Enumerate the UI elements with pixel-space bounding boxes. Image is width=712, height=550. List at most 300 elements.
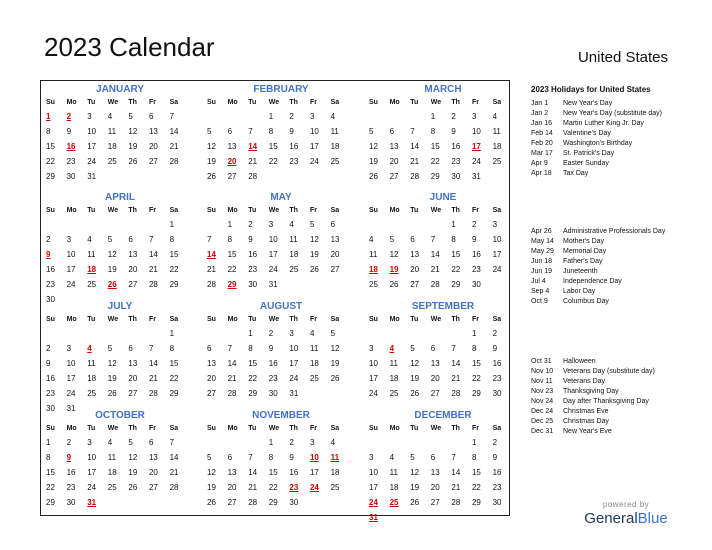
weekday-header: Sa [169, 99, 179, 106]
weekday-header: Mo [389, 316, 400, 323]
day-cell: 3 [66, 344, 72, 353]
day-cell: 24 [492, 265, 502, 274]
day-cell: 16 [471, 250, 481, 259]
empty-day-cell [149, 217, 170, 232]
day-cell: 13 [330, 235, 340, 244]
page-title: 2023 Calendar [44, 32, 215, 62]
day-cell: 11 [389, 468, 398, 477]
empty-day-cell [410, 326, 431, 341]
day-cell: 19 [410, 374, 420, 383]
day-cell: 26 [128, 157, 138, 166]
day-cell: 4 [87, 235, 92, 244]
day-cell: 20 [330, 250, 340, 259]
month-days-grid [369, 97, 517, 184]
day-cell: 27 [128, 389, 138, 398]
month-days-grid [46, 205, 194, 307]
holiday-name: Thanksgiving Day [563, 388, 619, 395]
day-cell: 30 [66, 172, 76, 181]
weekday-header: Th [451, 316, 460, 323]
empty-day-cell [369, 435, 390, 450]
holiday-date: May 29 [531, 248, 554, 255]
day-cell: 25 [369, 280, 378, 289]
holiday-day-cell: 16 [66, 142, 76, 151]
weekday-header: Su [46, 425, 55, 432]
month-name: JULY [107, 301, 133, 312]
day-cell: 20 [430, 374, 440, 383]
weekday-header: Fr [148, 99, 156, 106]
weekday-header: Mo [66, 425, 77, 432]
day-cell: 5 [369, 127, 374, 136]
month-march [369, 83, 517, 184]
holiday-day-cell: 14 [248, 142, 258, 151]
day-cell: 1 [268, 438, 274, 447]
weekday-header: Fr [309, 316, 317, 323]
day-cell: 22 [430, 157, 440, 166]
day-cell: 2 [66, 438, 72, 447]
day-cell: 8 [169, 235, 175, 244]
day-cell: 12 [128, 453, 138, 462]
month-name: OCTOBER [95, 410, 145, 421]
holiday-date: Apr 9 [531, 160, 548, 167]
holiday-date: Jan 1 [531, 100, 549, 107]
empty-day-cell [410, 435, 431, 450]
holiday-date: Dec 25 [531, 418, 554, 425]
day-cell: 23 [268, 374, 278, 383]
month-days-grid [369, 314, 517, 401]
day-cell: 21 [248, 483, 258, 492]
month-days-grid [207, 314, 355, 401]
empty-day-cell [369, 217, 390, 232]
month-name: JUNE [429, 192, 457, 203]
day-cell: 8 [268, 127, 274, 136]
day-cell: 29 [169, 280, 179, 289]
holiday-date: Nov 10 [531, 368, 554, 375]
holiday-list-item [531, 277, 701, 286]
day-cell: 13 [207, 359, 216, 368]
holiday-list-item [531, 267, 701, 276]
day-cell: 6 [227, 127, 233, 136]
day-cell: 9 [451, 127, 456, 136]
holiday-name: Washington's Birthday [563, 140, 633, 147]
day-cell: 1 [169, 329, 175, 338]
holiday-name: Mother's Day [563, 238, 605, 245]
weekday-header: Tu [410, 207, 419, 214]
holiday-list-item [531, 159, 701, 168]
holiday-date: Apr 18 [531, 170, 552, 177]
weekday-header: Su [369, 425, 378, 432]
day-cell: 30 [46, 404, 55, 413]
weekday-header: Su [369, 99, 378, 106]
day-cell: 21 [169, 142, 179, 151]
brand-logo [583, 510, 669, 527]
holiday-day-cell: 24 [369, 498, 378, 507]
day-cell: 28 [148, 389, 158, 398]
day-cell: 13 [430, 359, 440, 368]
day-cell: 27 [410, 280, 420, 289]
day-cell: 1 [268, 112, 274, 121]
day-cell: 22 [46, 483, 55, 492]
day-cell: 16 [492, 359, 502, 368]
day-cell: 5 [410, 453, 415, 462]
day-cell: 15 [268, 142, 278, 151]
day-cell: 29 [430, 172, 440, 181]
day-cell: 20 [148, 142, 158, 151]
weekday-header: Tu [248, 425, 257, 432]
holidays-title: 2023 Holidays for United States [531, 85, 651, 94]
holiday-list-item [531, 149, 701, 158]
day-cell: 12 [128, 127, 138, 136]
day-cell: 8 [471, 344, 477, 353]
day-cell: 5 [309, 220, 315, 229]
day-cell: 29 [248, 389, 258, 398]
day-cell: 12 [107, 250, 117, 259]
day-cell: 24 [66, 389, 76, 398]
day-cell: 20 [207, 374, 216, 383]
day-cell: 30 [492, 498, 502, 507]
day-cell: 5 [207, 127, 212, 136]
day-cell: 2 [289, 112, 294, 121]
holiday-list-item [531, 297, 701, 306]
day-cell: 18 [389, 374, 399, 383]
day-cell: 30 [471, 280, 481, 289]
holiday-name: Halloween [563, 358, 596, 365]
day-cell: 15 [169, 250, 179, 259]
weekday-header: Fr [471, 99, 479, 106]
empty-day-cell [207, 435, 228, 450]
weekday-header: Tu [248, 207, 257, 214]
holiday-day-cell: 23 [289, 483, 299, 492]
holiday-date: Oct 9 [531, 298, 548, 305]
day-cell: 7 [451, 344, 456, 353]
day-cell: 4 [389, 453, 395, 462]
weekday-header: Mo [389, 425, 400, 432]
holiday-day-cell: 31 [369, 513, 378, 522]
empty-day-cell [128, 326, 149, 341]
day-cell: 6 [430, 344, 436, 353]
holiday-day-cell: 31 [87, 498, 97, 507]
weekday-header: Tu [87, 425, 96, 432]
day-cell: 28 [430, 280, 440, 289]
day-cell: 25 [87, 280, 97, 289]
holiday-name: Christmas Day [563, 418, 609, 425]
holiday-list-item [531, 129, 701, 138]
day-cell: 10 [492, 235, 502, 244]
day-cell: 10 [369, 359, 378, 368]
holiday-list-item [531, 377, 701, 386]
holiday-date: Sep 4 [531, 288, 550, 295]
day-cell: 11 [309, 344, 319, 353]
country-label: United States [577, 49, 668, 66]
day-cell: 17 [369, 374, 378, 383]
day-cell: 14 [430, 250, 440, 259]
weekday-header: We [107, 99, 119, 106]
day-cell: 18 [107, 468, 117, 477]
holiday-date: May 14 [531, 238, 554, 245]
holiday-date: Feb 14 [531, 130, 553, 137]
day-cell: 24 [369, 389, 378, 398]
day-cell: 19 [128, 468, 138, 477]
empty-day-cell [390, 109, 411, 124]
day-cell: 21 [410, 157, 420, 166]
weekday-header: Su [46, 207, 55, 214]
empty-day-cell [108, 326, 129, 341]
day-cell: 15 [471, 359, 481, 368]
day-cell: 17 [268, 250, 278, 259]
day-cell: 23 [451, 157, 461, 166]
holiday-name: New Year's Day (substitute day) [563, 110, 662, 117]
day-cell: 29 [268, 498, 278, 507]
day-cell: 30 [46, 295, 55, 304]
day-cell: 1 [430, 112, 436, 121]
day-cell: 7 [227, 344, 233, 353]
day-cell: 15 [248, 359, 258, 368]
weekday-header: Sa [169, 207, 179, 214]
day-cell: 11 [289, 235, 298, 244]
day-cell: 5 [410, 344, 415, 353]
day-cell: 27 [389, 172, 399, 181]
day-cell: 7 [207, 235, 212, 244]
weekday-header: Su [46, 316, 55, 323]
holiday-day-cell: 17 [471, 142, 481, 151]
day-cell: 1 [471, 329, 477, 338]
day-cell: 26 [410, 389, 420, 398]
holiday-date: Dec 31 [531, 428, 554, 435]
day-cell: 23 [471, 265, 481, 274]
empty-day-cell [67, 326, 88, 341]
day-cell: 12 [410, 468, 420, 477]
holiday-day-cell: 14 [207, 250, 216, 259]
weekday-header: Fr [309, 425, 317, 432]
day-cell: 4 [330, 112, 336, 121]
day-cell: 7 [148, 235, 154, 244]
month-september [369, 300, 517, 401]
holiday-date: Jan 16 [531, 120, 553, 127]
weekday-header: Mo [66, 99, 77, 106]
day-cell: 7 [451, 453, 456, 462]
holiday-name: Columbus Day [563, 298, 609, 305]
day-cell: 30 [66, 498, 76, 507]
day-cell: 3 [66, 235, 72, 244]
day-cell: 3 [87, 112, 92, 121]
day-cell: 28 [410, 172, 420, 181]
day-cell: 21 [207, 265, 216, 274]
weekday-header: Fr [148, 425, 156, 432]
weekday-header: Th [451, 207, 460, 214]
empty-day-cell [108, 217, 129, 232]
empty-day-cell [46, 326, 67, 341]
day-cell: 15 [169, 359, 179, 368]
month-june [369, 191, 517, 292]
month-days-grid [369, 205, 517, 292]
day-cell: 24 [66, 280, 76, 289]
weekday-header: Fr [148, 316, 156, 323]
day-cell: 16 [268, 359, 278, 368]
day-cell: 22 [46, 157, 55, 166]
empty-day-cell [390, 435, 411, 450]
weekday-header: Sa [169, 425, 179, 432]
day-cell: 26 [207, 172, 216, 181]
holiday-day-cell: 24 [309, 483, 319, 492]
day-cell: 10 [289, 344, 299, 353]
day-cell: 14 [169, 127, 179, 136]
holiday-name: Memorial Day [563, 248, 607, 255]
day-cell: 23 [46, 280, 55, 289]
day-cell: 21 [227, 374, 237, 383]
weekday-header: Sa [330, 425, 340, 432]
day-cell: 5 [389, 235, 395, 244]
weekday-header: Tu [410, 425, 419, 432]
day-cell: 3 [87, 438, 92, 447]
empty-day-cell [248, 435, 269, 450]
day-cell: 26 [107, 389, 117, 398]
day-cell: 9 [66, 127, 72, 136]
day-cell: 7 [248, 127, 253, 136]
holiday-name: Father's Day [563, 258, 603, 265]
day-cell: 1 [451, 220, 456, 229]
day-cell: 30 [248, 280, 258, 289]
day-cell: 4 [492, 112, 498, 121]
day-cell: 31 [289, 389, 299, 398]
day-cell: 29 [169, 389, 179, 398]
month-days-grid [207, 423, 355, 510]
day-cell: 10 [471, 127, 481, 136]
day-cell: 28 [169, 483, 179, 492]
day-cell: 9 [248, 235, 253, 244]
weekday-header: Th [128, 99, 137, 106]
day-cell: 13 [430, 468, 440, 477]
day-cell: 9 [46, 359, 51, 368]
holiday-date: Nov 24 [531, 398, 554, 405]
day-cell: 1 [471, 438, 477, 447]
day-cell: 27 [128, 280, 138, 289]
powered-by-label: powered by [602, 500, 650, 509]
day-cell: 17 [369, 483, 378, 492]
weekday-header: Sa [330, 99, 340, 106]
day-cell: 18 [330, 468, 340, 477]
day-cell: 22 [169, 374, 179, 383]
month-name: JANUARY [96, 84, 144, 95]
day-cell: 8 [451, 235, 456, 244]
weekday-header: Tu [248, 316, 257, 323]
day-cell: 1 [169, 220, 175, 229]
holiday-list-item [531, 139, 701, 148]
day-cell: 22 [471, 374, 481, 383]
day-cell: 20 [128, 374, 138, 383]
empty-day-cell [128, 217, 149, 232]
day-cell: 3 [289, 329, 294, 338]
month-august [207, 300, 355, 401]
weekday-header: Th [128, 207, 137, 214]
day-cell: 25 [492, 157, 502, 166]
holiday-list-item [531, 387, 701, 396]
day-cell: 14 [227, 359, 237, 368]
holiday-date: Jun 18 [531, 258, 553, 265]
weekday-header: We [107, 425, 119, 432]
day-cell: 12 [389, 250, 399, 259]
holiday-day-cell: 11 [330, 453, 340, 462]
month-name: DECEMBER [414, 410, 472, 421]
day-cell: 19 [207, 157, 216, 166]
day-cell: 17 [492, 250, 502, 259]
day-cell: 2 [268, 329, 274, 338]
day-cell: 10 [309, 127, 319, 136]
day-cell: 15 [268, 468, 278, 477]
day-cell: 23 [492, 374, 502, 383]
day-cell: 28 [148, 280, 158, 289]
month-may [207, 191, 355, 292]
month-days-grid [207, 205, 355, 292]
day-cell: 19 [128, 142, 138, 151]
day-cell: 24 [87, 483, 97, 492]
empty-day-cell [410, 109, 431, 124]
day-cell: 17 [87, 468, 97, 477]
month-name: AUGUST [259, 301, 303, 312]
weekday-header: Fr [309, 207, 317, 214]
day-cell: 11 [369, 250, 378, 259]
weekday-header: Tu [87, 207, 96, 214]
day-cell: 24 [289, 374, 299, 383]
day-cell: 16 [492, 468, 502, 477]
holiday-list-item [531, 367, 701, 376]
day-cell: 1 [227, 220, 233, 229]
weekday-header: Su [46, 99, 55, 106]
empty-day-cell [149, 326, 170, 341]
day-cell: 11 [492, 127, 501, 136]
day-cell: 11 [87, 250, 96, 259]
empty-day-cell [228, 109, 249, 124]
month-april [46, 191, 194, 307]
weekday-header: Th [289, 99, 298, 106]
empty-day-cell [87, 217, 108, 232]
holiday-date: Jan 2 [531, 110, 549, 117]
day-cell: 21 [148, 374, 158, 383]
holiday-name: Day after Thanksgiving Day [563, 398, 649, 405]
weekday-header: Su [207, 99, 216, 106]
footer-logo [583, 500, 669, 527]
empty-day-cell [369, 109, 390, 124]
holiday-list-item [531, 257, 701, 266]
day-cell: 15 [430, 142, 440, 151]
day-cell: 8 [227, 235, 233, 244]
weekday-header: Su [369, 316, 378, 323]
day-cell: 30 [492, 389, 502, 398]
holiday-list-item [531, 237, 701, 246]
day-cell: 25 [330, 483, 340, 492]
day-cell: 3 [369, 453, 374, 462]
day-cell: 31 [471, 172, 481, 181]
day-cell: 15 [471, 468, 481, 477]
day-cell: 2 [492, 329, 498, 338]
day-cell: 5 [107, 235, 113, 244]
weekday-header: We [107, 207, 119, 214]
day-cell: 5 [107, 344, 113, 353]
weekday-header: Th [128, 425, 137, 432]
holiday-day-cell: 4 [389, 344, 395, 353]
holiday-date: Jul 4 [531, 278, 546, 285]
day-cell: 6 [128, 344, 133, 353]
weekday-header: Tu [410, 99, 419, 106]
day-cell: 22 [227, 265, 237, 274]
day-cell: 13 [410, 250, 420, 259]
holiday-name: New Year's Eve [563, 428, 612, 435]
day-cell: 17 [289, 359, 299, 368]
day-cell: 22 [471, 483, 481, 492]
weekday-header: Fr [148, 207, 156, 214]
month-november [207, 409, 355, 510]
day-cell: 2 [248, 220, 253, 229]
day-cell: 30 [451, 172, 461, 181]
holiday-list-item [531, 99, 701, 108]
